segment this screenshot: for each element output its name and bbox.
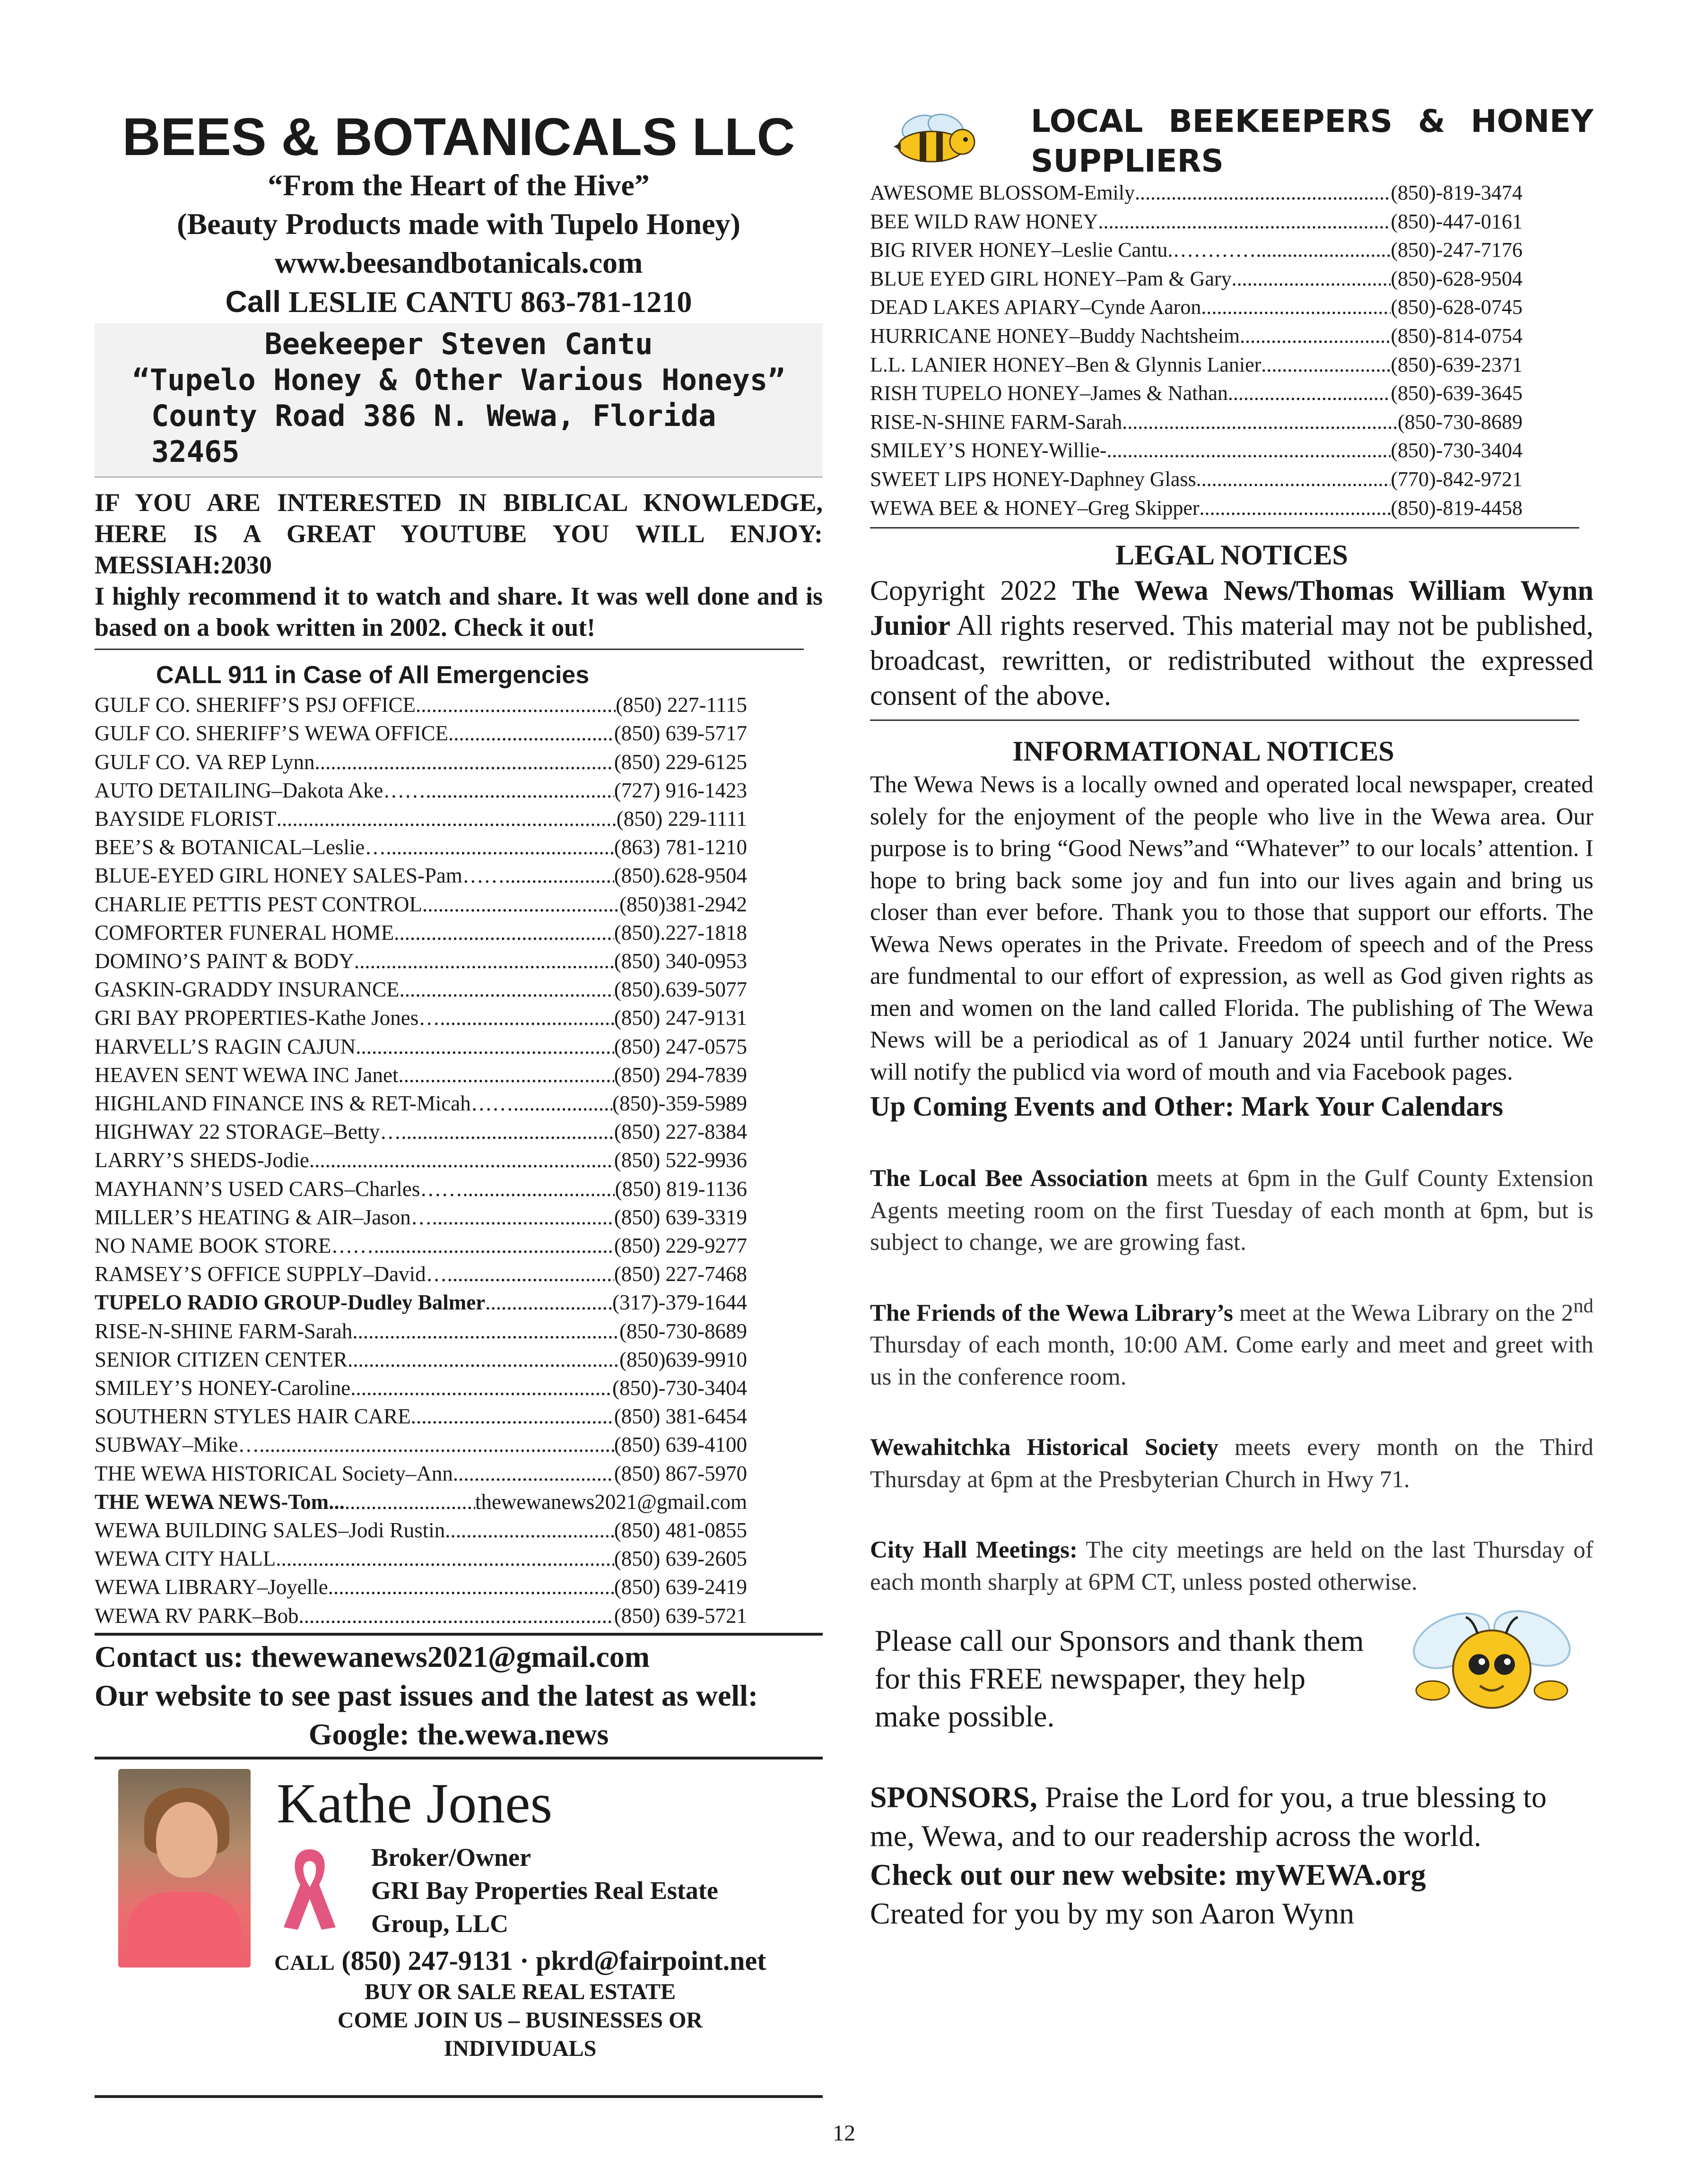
directory-row bbox=[95, 1260, 747, 1288]
contact-google[interactable]: Google: the.wewa.news bbox=[308, 1717, 609, 1751]
beekeeper-phone[interactable]: (850)-247-7176 bbox=[1391, 238, 1523, 262]
sponsors-label: SPONSORS, bbox=[870, 1780, 1037, 1814]
dot-leader bbox=[1135, 179, 1391, 208]
directory-phone[interactable]: (850) 229-6125 bbox=[614, 750, 747, 774]
realtor-call bbox=[274, 1945, 766, 1976]
bee-icon bbox=[875, 113, 993, 165]
biblical-line-2: I highly recommend it to watch and share. It was well done and is based on a book written in 2002. Check it out! bbox=[95, 582, 823, 642]
directory-name: GRI BAY PROPERTIES-Kathe Jones…. bbox=[95, 1006, 445, 1030]
event-text-pre: meet at the Wewa Library on the 2 bbox=[1233, 1300, 1574, 1326]
beekeeper-row bbox=[870, 293, 1523, 322]
directory-phone[interactable]: (850) 227-7468 bbox=[614, 1262, 747, 1286]
directory-name: NO NAME BOOK STORE…… bbox=[95, 1234, 374, 1258]
beekeeper-row bbox=[870, 408, 1523, 437]
beekeeper-row bbox=[870, 351, 1523, 380]
realtor-role: Broker/Owner bbox=[371, 1843, 531, 1872]
left-column bbox=[95, 95, 823, 2097]
directory-row bbox=[95, 1573, 747, 1601]
beekeeper-row bbox=[870, 208, 1523, 236]
directory-name: GULF CO. SHERIFF’S WEWA OFFICE bbox=[95, 721, 449, 745]
legal-post: All rights reserved. This material may not be published, broadcast, rewritten, or redistributed without the expressed consent of the above. bbox=[870, 610, 1593, 711]
dot-leader bbox=[462, 1175, 615, 1203]
beekeeper-name: WEWA BEE & HONEY–Greg Skipper bbox=[870, 496, 1200, 520]
directory-name: HEAVEN SENT WEWA INC Janet bbox=[95, 1063, 399, 1087]
beekeeper-name: BIG RIVER HONEY–Leslie Cantu.…………. bbox=[870, 238, 1262, 262]
legal-body bbox=[870, 573, 1593, 713]
dot-leader bbox=[277, 805, 617, 833]
call-prefix: Call bbox=[225, 285, 281, 319]
directory-name: SMILEY’S HONEY-Caroline bbox=[95, 1376, 351, 1400]
beekeeper-phone[interactable]: (850)-639-2371 bbox=[1391, 353, 1523, 376]
event-title: Wewahitchka Historical Society bbox=[870, 1434, 1218, 1461]
directory-name: RAMSEY’S OFFICE SUPPLY–David…. bbox=[95, 1262, 452, 1286]
bees-botanicals-slogan: “From the Heart of the Hive” bbox=[268, 168, 650, 202]
beekeeper-row bbox=[870, 436, 1523, 465]
dot-leader bbox=[394, 919, 614, 947]
directory-row bbox=[95, 805, 747, 833]
sponsor-please: Please call our Sponsors and thank them for this FREE newspaper, they help make possible. bbox=[875, 1624, 1364, 1733]
beekeeper-phone[interactable]: (850)-819-4458 bbox=[1391, 496, 1523, 520]
dot-leader bbox=[1261, 236, 1391, 265]
dot-leader bbox=[401, 1118, 614, 1146]
beekeeper-name: SWEET LIPS HONEY-Daphney Glass bbox=[870, 467, 1196, 491]
directory-row bbox=[95, 1203, 747, 1231]
beekeeper-name: RISH TUPELO HONEY–James & Nathan bbox=[870, 381, 1228, 405]
dot-leader bbox=[1261, 351, 1391, 380]
realtor-footer-1: BUY OR SALE REAL ESTATE bbox=[365, 1979, 676, 2004]
beekeeper-phone[interactable]: (850)-814-0754 bbox=[1391, 324, 1523, 347]
directory-row bbox=[95, 833, 747, 861]
directory-phone[interactable]: (850) 639-5717 bbox=[614, 721, 747, 745]
directory-row bbox=[95, 919, 747, 947]
directory-row bbox=[95, 861, 747, 890]
directory-phone[interactable]: (850) 819-1136 bbox=[615, 1177, 747, 1201]
directory-name: COMFORTER FUNERAL HOME bbox=[95, 920, 394, 945]
event-item bbox=[870, 1155, 1593, 1259]
directory-phone[interactable]: thewewanews2021@gmail.com bbox=[475, 1490, 747, 1514]
directory-name: HIGHLAND FINANCE INS & RET-Micah……. bbox=[95, 1092, 519, 1116]
directory-phone[interactable]: (850) 381-6454 bbox=[614, 1404, 747, 1429]
directory-row bbox=[95, 1516, 747, 1544]
directory-name: BAYSIDE FLORIST bbox=[95, 807, 277, 831]
directory-row bbox=[95, 1488, 747, 1516]
directory-phone[interactable]: (850) 247-9131 bbox=[614, 1006, 747, 1030]
directory-phone[interactable]: (727) 916-1423 bbox=[614, 778, 747, 802]
dot-leader bbox=[354, 947, 614, 975]
realtor-name: Kathe Jones bbox=[277, 1771, 553, 1835]
directory-row bbox=[95, 1402, 747, 1430]
dot-leader bbox=[445, 1516, 614, 1544]
dot-leader bbox=[1196, 465, 1391, 494]
dot-leader bbox=[400, 975, 614, 1004]
dot-leader bbox=[453, 1459, 614, 1488]
directory-name: BLUE-EYED GIRL HONEY SALES-Pam…… bbox=[95, 864, 505, 888]
event-title: The Friends of the Wewa Library’s bbox=[870, 1300, 1233, 1326]
dot-leader bbox=[356, 1032, 614, 1061]
website-promo-text[interactable]: Check out our new website: myWEWA.org bbox=[870, 1858, 1426, 1892]
directory-name: GASKIN-GRADDY INSURANCE bbox=[95, 978, 400, 1002]
directory-name: WEWA LIBRARY–Joyelle bbox=[95, 1575, 328, 1599]
legal-owner: The Wewa News/Thomas William Wynn Junior bbox=[870, 575, 1593, 641]
directory-row bbox=[95, 1374, 747, 1402]
cartoon-bee-icon bbox=[1395, 1608, 1584, 1716]
legal-title: LEGAL NOTICES bbox=[1115, 539, 1348, 571]
event-item bbox=[870, 1527, 1593, 1598]
beekeeper-name: BEE WILD RAW HONEY bbox=[870, 209, 1098, 233]
realtor-footer-2: COME JOIN US – BUSINESSES OR bbox=[337, 2007, 703, 2033]
bees-botanicals-website[interactable]: www.beesandbotanicals.com bbox=[274, 246, 643, 280]
beekeeper-name: Beekeeper Steven Cantu bbox=[264, 327, 653, 362]
directory-phone[interactable]: (850-730-8689 bbox=[619, 1319, 747, 1343]
directory-row bbox=[95, 1459, 747, 1488]
dot-leader bbox=[352, 1317, 619, 1345]
directory-name: WEWA RV PARK–Bob bbox=[95, 1603, 299, 1628]
credit-line: Created for you by my son Aaron Wynn bbox=[870, 1897, 1355, 1931]
beekeeper-name: L.L. LANIER HONEY–Ben & Glynnis Lanier bbox=[870, 353, 1262, 376]
sponsor-callout bbox=[870, 1622, 1593, 1778]
beekeeper-name: RISE-N-SHINE FARM-Sarah bbox=[870, 410, 1122, 433]
directory-row bbox=[95, 748, 747, 776]
beekeeper-phone[interactable]: (850-730-8689 bbox=[1398, 410, 1523, 433]
bees-botanicals-call bbox=[95, 282, 823, 321]
directory-name: AUTO DETAILING–Dakota Ake……. bbox=[95, 778, 431, 802]
directory-row bbox=[95, 776, 747, 805]
event-title: The Local Bee Association bbox=[870, 1165, 1148, 1192]
dot-leader bbox=[1232, 265, 1391, 294]
dot-leader bbox=[416, 691, 616, 719]
dot-leader bbox=[422, 890, 619, 919]
directory-phone[interactable]: (850)-730-3404 bbox=[612, 1376, 747, 1400]
page-number: 12 bbox=[833, 2121, 855, 2146]
informational-body: The Wewa News is a locally owned and operated local newspaper, created solely for the enjoyment of the people who live in the Wewa area. Our purpose is to bring “Good News”and “Whatever” to our locals’ attention. I hope to bring back some joy and fun into our lives again and bring us closer than ever before. Thank you to those that support our efforts. The Wewa News operates in the Private. Freedom of speech and of the Press are fundmental to our effort of expression, as well as God given rights as men and women on the land called Florida. The publishing of The Wewa News will be a periodical as of 1 January 2024 until further notice. We will notify the publicd via word of mouth and via Facebook pages. bbox=[870, 771, 1593, 1085]
dot-leader bbox=[298, 1602, 614, 1630]
dot-leader bbox=[485, 1288, 612, 1317]
upcoming-title: Up Coming Events and Other: Mark Your Calendars bbox=[870, 1091, 1504, 1122]
directory-name: SENIOR CITIZEN CENTER bbox=[95, 1347, 348, 1371]
sponsors-message: Praise the Lord for you, a true blessing to me, Wewa, and to our readership across the world. bbox=[870, 1780, 1547, 1853]
directory-row bbox=[95, 1032, 747, 1061]
directory-row bbox=[95, 1231, 747, 1260]
directory-row bbox=[95, 1089, 747, 1118]
website-promo[interactable] bbox=[870, 1855, 1593, 1894]
directory-row bbox=[95, 719, 747, 747]
directory-row bbox=[95, 1118, 747, 1146]
beekeeper-phone[interactable]: (770)-842-9721 bbox=[1391, 467, 1523, 491]
directory-name: GULF CO. SHERIFF’S PSJ OFFICE bbox=[95, 693, 416, 717]
directory-row bbox=[95, 890, 747, 919]
pink-ribbon-icon bbox=[279, 1840, 340, 1934]
beekeeper-name: HURRICANE HONEY–Buddy Nachtsheim bbox=[870, 324, 1240, 347]
beekeeper-phone[interactable]: (850)-639-3645 bbox=[1391, 381, 1523, 405]
directory-row bbox=[95, 1004, 747, 1032]
dot-leader bbox=[374, 1231, 614, 1260]
beekeeper-phone[interactable]: (850)-819-3474 bbox=[1391, 181, 1523, 204]
dot-leader bbox=[1122, 408, 1398, 437]
divider bbox=[870, 719, 1579, 721]
dot-leader bbox=[437, 1203, 614, 1231]
beekeeper-name: DEAD LAKES APIARY–Cynde Aaron bbox=[870, 295, 1201, 319]
realtor-ad bbox=[95, 1757, 823, 2097]
directory-phone[interactable]: (850) 229-1111 bbox=[616, 807, 747, 831]
event-text: The city meetings are held on the last Thursday of each month sharply at 6PM CT, unless posted otherwise. bbox=[870, 1537, 1593, 1595]
directory-name: LARRY’S SHEDS-Jodie bbox=[95, 1148, 309, 1172]
emergency-title: CALL 911 in Case of All Emergencies bbox=[156, 661, 590, 689]
directory-row bbox=[95, 691, 747, 719]
directory-phone[interactable]: (850) 229-9277 bbox=[614, 1234, 747, 1258]
directory-name: SUBWAY–Mike… bbox=[95, 1433, 260, 1457]
directory-row bbox=[95, 1345, 747, 1374]
directory-name: SOUTHERN STYLES HAIR CARE bbox=[95, 1404, 411, 1429]
dot-leader bbox=[1200, 494, 1391, 523]
realtor-footer-3: INDIVIDUALS bbox=[444, 2036, 597, 2061]
dot-leader bbox=[350, 1374, 612, 1402]
directory-row bbox=[95, 1288, 747, 1317]
dot-leader bbox=[431, 776, 614, 805]
dot-leader bbox=[315, 748, 614, 776]
realtor-company-2: Group, LLC bbox=[371, 1909, 509, 1938]
events-list bbox=[870, 1155, 1593, 1598]
directory-phone[interactable]: (850) 247-0575 bbox=[614, 1034, 747, 1058]
realtor-details bbox=[371, 1841, 718, 1940]
dot-leader bbox=[1228, 379, 1391, 408]
dot-leader bbox=[505, 861, 614, 890]
dot-leader bbox=[259, 1430, 614, 1459]
divider bbox=[95, 649, 804, 650]
directory-phone[interactable]: (850) 639-4100 bbox=[614, 1433, 747, 1457]
directory-name: MILLER’S HEATING & AIR–Jason…. bbox=[95, 1205, 437, 1229]
directory-phone[interactable]: (850) 522-9936 bbox=[614, 1148, 747, 1172]
directory-phone[interactable]: (850).227-1818 bbox=[614, 920, 747, 945]
dot-leader bbox=[519, 1089, 612, 1118]
beekeepers-title: LOCAL BEEKEEPERS & HONEY SUPPLIERS bbox=[1031, 103, 1593, 179]
biblical-notice bbox=[95, 487, 823, 643]
beekeeper-name: AWESOME BLOSSOM-Emily bbox=[870, 181, 1135, 204]
directory-phone[interactable]: (850) 481-0855 bbox=[614, 1518, 747, 1543]
divider bbox=[870, 527, 1579, 529]
beekeeper-box bbox=[95, 323, 823, 477]
directory-phone[interactable]: (850) 639-5721 bbox=[614, 1603, 747, 1628]
bees-botanicals-title: BEES & BOTANICALS LLC bbox=[122, 107, 795, 166]
directory-phone[interactable]: (317)-379-1644 bbox=[612, 1291, 747, 1315]
beekeeper-row bbox=[870, 322, 1523, 351]
realtor-call-prefix: CALL bbox=[274, 1950, 335, 1975]
dot-leader bbox=[392, 833, 614, 861]
event-text: meets at 6pm in the Gulf County Extension Agents meeting room on the first Tuesday of each month at 6pm, but is subject to change, we are growing fast. bbox=[870, 1165, 1593, 1256]
dot-leader bbox=[348, 1345, 619, 1374]
beekeeper-row bbox=[870, 236, 1523, 265]
beekeeper-name: SMILEY’S HONEY-Willie- bbox=[870, 439, 1107, 462]
beekeeper-address: County Road 386 N. Wewa, Florida 32465 bbox=[151, 399, 716, 469]
directory-phone[interactable]: (850).639-5077 bbox=[614, 978, 747, 1002]
directory-phone[interactable]: (850).628-9504 bbox=[614, 864, 747, 888]
event-title: City Hall Meetings: bbox=[870, 1537, 1078, 1564]
legal-pre: Copyright 2022 bbox=[870, 575, 1072, 607]
dot-leader bbox=[411, 1402, 614, 1430]
sponsors-thanks bbox=[870, 1778, 1593, 1855]
realtor-footer bbox=[284, 1978, 757, 2063]
directory-name: MAYHANN’S USED CARS–Charles…… bbox=[95, 1177, 463, 1201]
realtor-photo bbox=[118, 1769, 251, 1967]
directory-phone[interactable]: (850) 227-1115 bbox=[616, 693, 747, 717]
directory-name: THE WEWA NEWS-Tom... bbox=[95, 1490, 345, 1514]
dot-leader bbox=[328, 1573, 614, 1601]
beekeeper-phone[interactable]: (850)-628-0745 bbox=[1391, 295, 1523, 319]
event-text: Thursday of each month, 10:00 AM. Come early and meet and greet with us in the conference room. bbox=[870, 1332, 1593, 1390]
directory-phone[interactable]: (850) 294-7839 bbox=[614, 1063, 747, 1087]
directory-name: CHARLIE PETTIS PEST CONTROL bbox=[95, 892, 422, 916]
directory-phone[interactable]: (850)-359-5989 bbox=[612, 1092, 747, 1116]
dot-leader bbox=[345, 1488, 475, 1516]
contact-block bbox=[95, 1633, 823, 1754]
directory-name: RISE-N-SHINE FARM-Sarah bbox=[95, 1319, 353, 1343]
right-column bbox=[870, 95, 1593, 1933]
directory-phone[interactable]: (863) 781-1210 bbox=[614, 835, 747, 859]
directory-name: HIGHWAY 22 STORAGE–Betty… bbox=[95, 1120, 401, 1144]
bees-botanicals-subtitle: (Beauty Products made with Tupelo Honey) bbox=[177, 207, 740, 241]
beekeeper-row bbox=[870, 265, 1523, 294]
directory-name: GULF CO. VA REP Lynn bbox=[95, 750, 315, 774]
directory-name: HARVELL’S RAGIN CAJUN bbox=[95, 1034, 356, 1058]
contact-website-intro: Our website to see past issues and the latest as well: bbox=[95, 1678, 758, 1712]
realtor-company-1: GRI Bay Properties Real Estate bbox=[371, 1876, 718, 1905]
directory-name: WEWA BUILDING SALES–Jodi Rustin bbox=[95, 1518, 445, 1543]
directory-row bbox=[95, 1317, 747, 1345]
beekeeper-name: BLUE EYED GIRL HONEY–Pam & Gary bbox=[870, 267, 1232, 290]
beekeeper-phone[interactable]: (850)-628-9504 bbox=[1391, 267, 1523, 290]
beekeeper-row bbox=[870, 465, 1523, 494]
dot-leader bbox=[452, 1260, 614, 1288]
contact-email[interactable]: Contact us: thewewanews2021@gmail.com bbox=[95, 1639, 650, 1673]
directory-row bbox=[95, 1544, 747, 1573]
directory-phone[interactable]: (850)381-2942 bbox=[619, 892, 747, 916]
beekeeper-row bbox=[870, 379, 1523, 408]
directory-name: THE WEWA HISTORICAL Society–Ann bbox=[95, 1461, 453, 1485]
beekeeper-phone[interactable]: (850)-730-3404 bbox=[1391, 439, 1523, 462]
informational-title: INFORMATIONAL NOTICES bbox=[1012, 736, 1394, 767]
business-directory bbox=[95, 691, 823, 1630]
event-text: meets every month on the Third Thursday at 6pm at the Presbyterian Church in Hwy 71. bbox=[870, 1434, 1593, 1493]
directory-row bbox=[95, 1061, 747, 1089]
beekeepers-header bbox=[870, 95, 1593, 179]
directory-phone[interactable]: (850) 639-2419 bbox=[614, 1575, 747, 1599]
dot-leader bbox=[276, 1544, 614, 1573]
realtor-call-number[interactable]: (850) 247-9131 · pkrd@fairpoint.net bbox=[334, 1945, 766, 1976]
dot-leader bbox=[398, 1061, 614, 1089]
directory-name: TUPELO RADIO GROUP-Dudley Balmer bbox=[95, 1291, 486, 1315]
dot-leader bbox=[445, 1004, 614, 1032]
event-item bbox=[870, 1290, 1593, 1394]
directory-phone[interactable]: (850) 639-2605 bbox=[614, 1547, 747, 1571]
dot-leader bbox=[309, 1146, 614, 1174]
dot-leader bbox=[1098, 208, 1391, 236]
directory-name: WEWA CITY HALL bbox=[95, 1547, 276, 1571]
dot-leader bbox=[1107, 436, 1391, 465]
directory-phone[interactable]: (850) 867-5970 bbox=[614, 1461, 747, 1485]
biblical-line-1: IF YOU ARE INTERESTED IN BIBLICAL KNOWLEDGE, HERE IS A GREAT YOUTUBE YOU WILL ENJOY: MESSIAH:2030 bbox=[95, 488, 823, 580]
beekeeper-phone[interactable]: (850)-447-0161 bbox=[1391, 209, 1523, 233]
beekeeper-row bbox=[870, 179, 1523, 208]
event-superscript: nd bbox=[1573, 1294, 1593, 1317]
dot-leader bbox=[1201, 293, 1391, 322]
directory-row bbox=[95, 1146, 747, 1174]
directory-row bbox=[95, 1430, 747, 1459]
directory-phone[interactable]: (850) 639-3319 bbox=[614, 1205, 747, 1229]
directory-row bbox=[95, 947, 747, 975]
directory-phone[interactable]: (850)639-9910 bbox=[619, 1347, 747, 1371]
event-item bbox=[870, 1424, 1593, 1496]
beekeepers-list bbox=[870, 179, 1593, 522]
directory-row bbox=[95, 975, 747, 1004]
directory-row bbox=[95, 1602, 747, 1630]
beekeeper-row bbox=[870, 494, 1523, 523]
call-number: LESLIE CANTU 863-781-1210 bbox=[280, 285, 692, 319]
directory-row bbox=[95, 1175, 747, 1203]
beekeeper-honeys: “Tupelo Honey & Other Various Honeys” bbox=[132, 363, 785, 398]
dot-leader bbox=[448, 719, 614, 747]
divider bbox=[95, 2095, 823, 2098]
directory-name: DOMINO’S PAINT & BODY bbox=[95, 949, 354, 973]
directory-phone[interactable]: (850) 340-0953 bbox=[614, 949, 747, 973]
directory-name: BEE’S & BOTANICAL–Leslie…. bbox=[95, 835, 392, 859]
directory-phone[interactable]: (850) 227-8384 bbox=[614, 1120, 747, 1144]
dot-leader bbox=[1240, 322, 1391, 351]
